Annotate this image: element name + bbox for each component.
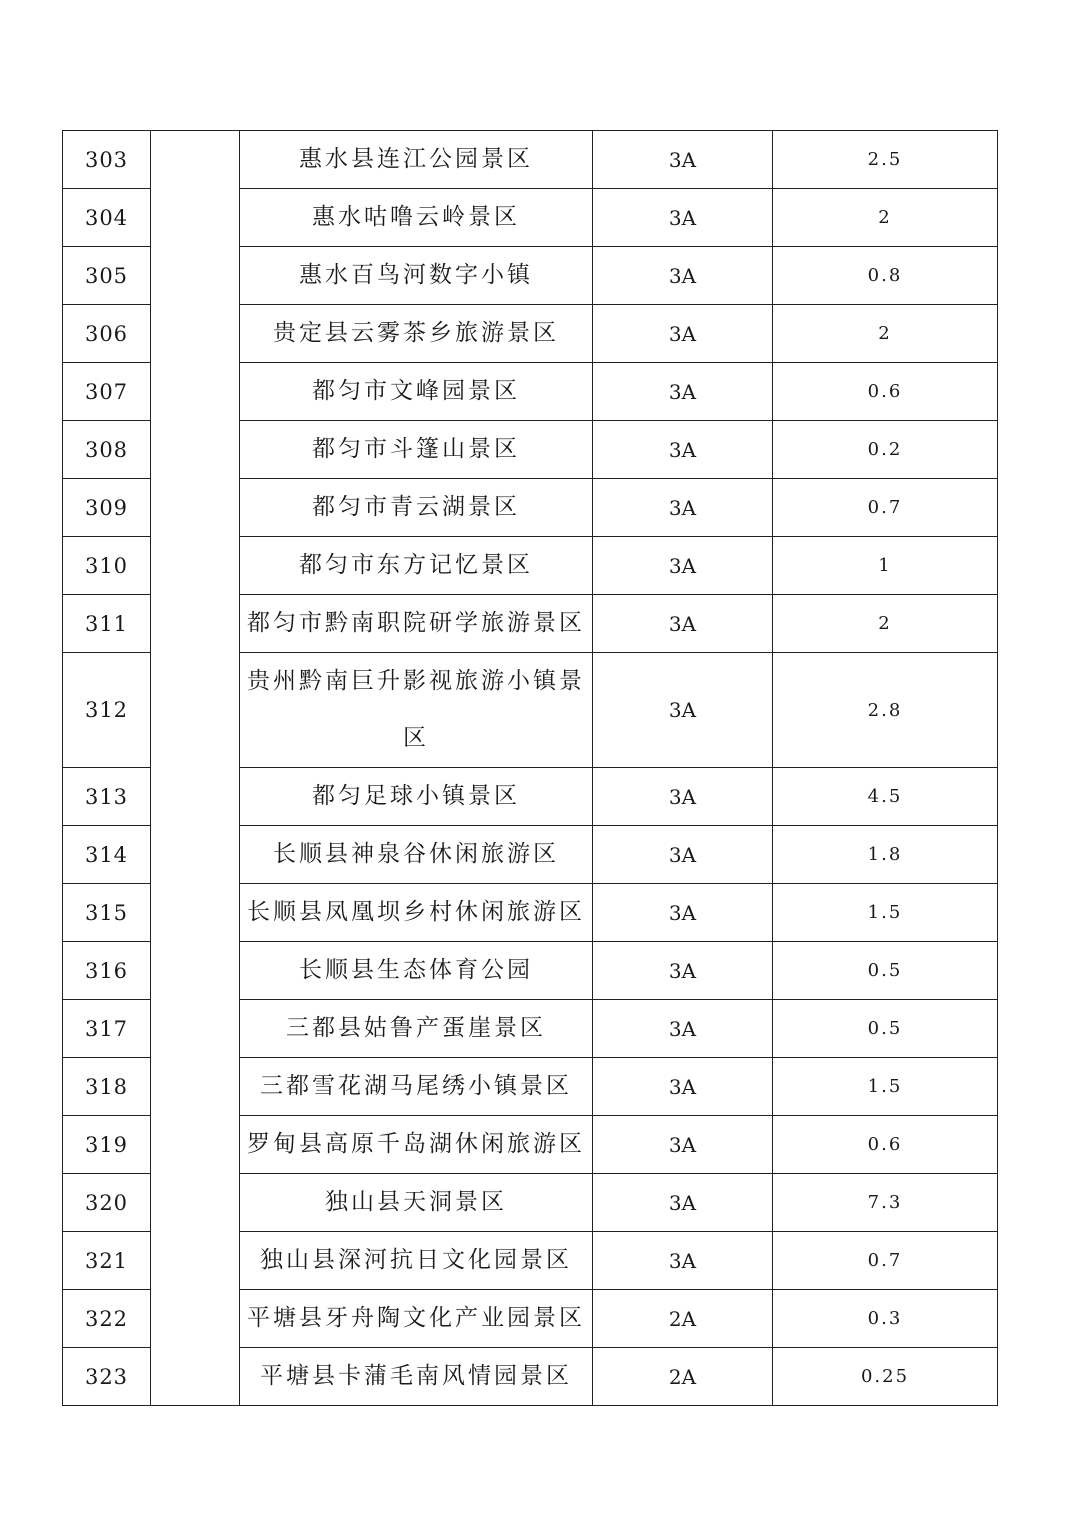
- row-number: 308: [63, 421, 151, 479]
- row-number: 322: [63, 1290, 151, 1348]
- scenic-area-name: [240, 363, 593, 421]
- scenic-area-name: [240, 1116, 593, 1174]
- row-number: 317: [63, 1000, 151, 1058]
- scenic-level: 2A: [593, 1348, 773, 1406]
- scenic-area-name: [240, 1290, 593, 1348]
- scenic-level: 3A: [593, 1058, 773, 1116]
- scenic-level: 3A: [593, 305, 773, 363]
- scenic-area-name: [240, 1000, 593, 1058]
- row-number: 304: [63, 189, 151, 247]
- scenic-area-size: 1.5: [773, 884, 998, 942]
- scenic-area-name-text: 罗甸县高原千岛湖休闲旅游区: [247, 1131, 585, 1157]
- row-number: 314: [63, 826, 151, 884]
- scenic-level: 3A: [593, 421, 773, 479]
- row-number: 316: [63, 942, 151, 1000]
- scenic-level: 3A: [593, 1116, 773, 1174]
- scenic-area-name: [240, 595, 593, 653]
- scenic-area-name-text: 长顺县神泉谷休闲旅游区: [273, 841, 559, 867]
- scenic-area-size: 2: [773, 595, 998, 653]
- scenic-area-name-text: 惠水县连江公园景区: [299, 146, 533, 172]
- row-number: 320: [63, 1174, 151, 1232]
- scenic-level: 3A: [593, 363, 773, 421]
- scenic-level: 2A: [593, 1290, 773, 1348]
- scenic-area-name: [240, 1174, 593, 1232]
- scenic-area-name-text: 贵定县云雾茶乡旅游景区: [273, 320, 559, 346]
- scenic-area-size: 1: [773, 537, 998, 595]
- scenic-area-name-text: 都匀足球小镇景区: [312, 783, 520, 809]
- scenic-level: 3A: [593, 131, 773, 189]
- scenic-area-name: [240, 189, 593, 247]
- scenic-level: 3A: [593, 942, 773, 1000]
- row-number: 311: [63, 595, 151, 653]
- scenic-area-table: [62, 130, 998, 1406]
- row-number: 323: [63, 1348, 151, 1406]
- scenic-area-size: 0.5: [773, 1000, 998, 1058]
- scenic-area-name-text: 平塘县卡蒲毛南风情园景区: [260, 1363, 572, 1389]
- scenic-area-name-text: 独山县深河抗日文化园景区: [260, 1247, 572, 1273]
- row-number: 306: [63, 305, 151, 363]
- table-row: [63, 131, 998, 189]
- scenic-area-name: [240, 131, 593, 189]
- scenic-area-size: 1.5: [773, 1058, 998, 1116]
- row-number: 318: [63, 1058, 151, 1116]
- row-number: 321: [63, 1232, 151, 1290]
- scenic-area-size: 0.3: [773, 1290, 998, 1348]
- scenic-area-size: 0.8: [773, 247, 998, 305]
- scenic-area-size: 1.8: [773, 826, 998, 884]
- scenic-area-size: 7.3: [773, 1174, 998, 1232]
- scenic-area-name: [240, 1058, 593, 1116]
- scenic-area-name: [240, 1232, 593, 1290]
- scenic-area-name-text: 三都县姑鲁产蛋崖景区: [286, 1015, 546, 1041]
- scenic-area-name-text: 都匀市东方记忆景区: [299, 552, 533, 578]
- scenic-area-name: [240, 942, 593, 1000]
- scenic-area-size: 2: [773, 305, 998, 363]
- scenic-area-name-text: 都匀市文峰园景区: [312, 378, 520, 404]
- scenic-area-size: 0.7: [773, 1232, 998, 1290]
- scenic-area-name-text: 三都雪花湖马尾绣小镇景区: [260, 1073, 572, 1099]
- scenic-area-name: [240, 884, 593, 942]
- scenic-level: 3A: [593, 884, 773, 942]
- scenic-area-size: 0.6: [773, 363, 998, 421]
- scenic-area-name: [240, 1348, 593, 1406]
- scenic-area-name-text: 都匀市青云湖景区: [312, 494, 520, 520]
- scenic-area-name: [240, 305, 593, 363]
- row-number: 303: [63, 131, 151, 189]
- scenic-area-name-text: 贵州黔南巨升影视旅游小镇景区: [247, 668, 585, 751]
- scenic-area-size: 4.5: [773, 768, 998, 826]
- scenic-area-name: [240, 653, 593, 768]
- row-number: 305: [63, 247, 151, 305]
- scenic-area-name: [240, 247, 593, 305]
- row-number: 315: [63, 884, 151, 942]
- scenic-area-name: [240, 479, 593, 537]
- region-cell: [151, 131, 240, 1406]
- scenic-area-name-text: 独山县天洞景区: [325, 1189, 507, 1215]
- scenic-area-name-text: 惠水百鸟河数字小镇: [299, 262, 533, 288]
- row-number: 313: [63, 768, 151, 826]
- scenic-area-size: 0.2: [773, 421, 998, 479]
- table-body: [63, 131, 998, 1406]
- scenic-level: 3A: [593, 1000, 773, 1058]
- scenic-area-name-text: 惠水咕噜云岭景区: [312, 204, 520, 230]
- scenic-level: 3A: [593, 479, 773, 537]
- scenic-level: 3A: [593, 826, 773, 884]
- scenic-area-size: 0.5: [773, 942, 998, 1000]
- scenic-area-name-text: 长顺县生态体育公园: [299, 957, 533, 983]
- scenic-area-size: 0.6: [773, 1116, 998, 1174]
- scenic-area-name: [240, 421, 593, 479]
- scenic-level: 3A: [593, 537, 773, 595]
- row-number: 319: [63, 1116, 151, 1174]
- scenic-area-name: [240, 537, 593, 595]
- scenic-area-size: 0.25: [773, 1348, 998, 1406]
- scenic-area-name-text: 平塘县牙舟陶文化产业园景区: [247, 1305, 585, 1331]
- scenic-area-name-text: 都匀市黔南职院研学旅游景区: [247, 610, 585, 636]
- scenic-level: 3A: [593, 768, 773, 826]
- scenic-area-size: 2: [773, 189, 998, 247]
- scenic-area-size: 2.8: [773, 653, 998, 768]
- scenic-area-name: [240, 768, 593, 826]
- scenic-level: 3A: [593, 653, 773, 768]
- scenic-area-name-text: 都匀市斗篷山景区: [312, 436, 520, 462]
- scenic-level: 3A: [593, 1174, 773, 1232]
- row-number: 307: [63, 363, 151, 421]
- row-number: 310: [63, 537, 151, 595]
- scenic-level: 3A: [593, 1232, 773, 1290]
- scenic-area-name: [240, 826, 593, 884]
- scenic-area-name-text: 长顺县凤凰坝乡村休闲旅游区: [247, 899, 585, 925]
- scenic-level: 3A: [593, 595, 773, 653]
- scenic-level: 3A: [593, 189, 773, 247]
- scenic-area-size: 2.5: [773, 131, 998, 189]
- scenic-level: 3A: [593, 247, 773, 305]
- row-number: 309: [63, 479, 151, 537]
- scenic-area-size: 0.7: [773, 479, 998, 537]
- row-number: 312: [63, 653, 151, 768]
